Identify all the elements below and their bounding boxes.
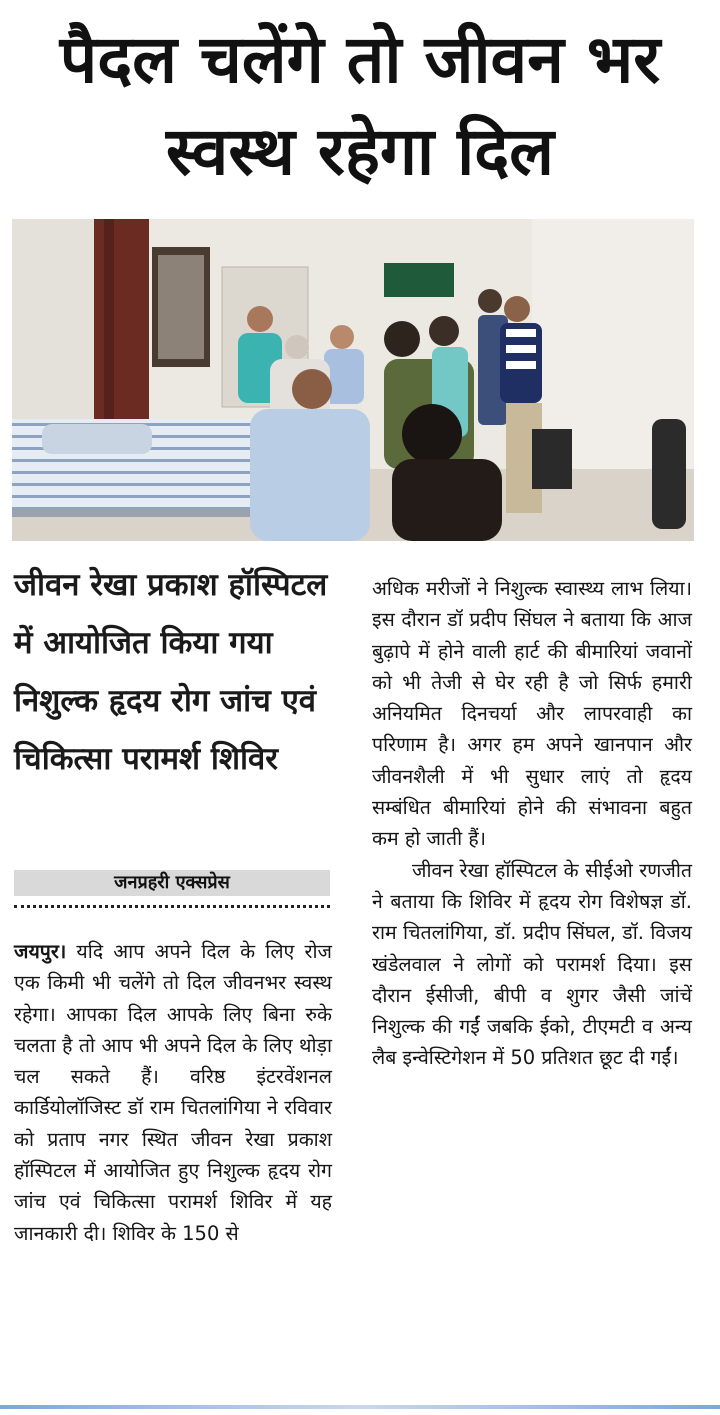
headline-line-2: स्वस्थ रहेगा दिल bbox=[165, 113, 555, 190]
dateline: जयपुर। bbox=[14, 940, 67, 963]
article-paragraph-2: अधिक मरीजों ने निशुल्क स्वास्थ्य लाभ लिया। इस दौरान डॉ प्रदीप सिंघल ने बताया कि आज बुढ़ापे में होने वाली हार्ट की बीमारियां जवानों को भी तेजी से घेर रही है जो सिर्फ हमारी अनियमित दिनचर्या और लापरवाही का परिणाम है। अगर हम अपने खानपान और जीवनशैली में भी सुधार लाएं तो हृदय सम्बंधित बीमारियां होने की संभावना बहुत कम हो जाती हैं। bbox=[372, 577, 692, 851]
headline-line-1: पैदल चलेंगे तो जीवन भर bbox=[59, 21, 661, 98]
headline bbox=[10, 14, 710, 198]
dotted-divider bbox=[14, 905, 330, 908]
byline: जनप्रहरी एक्सप्रेस bbox=[14, 870, 330, 896]
article-column-right bbox=[372, 573, 692, 1074]
footer-rule bbox=[0, 1405, 720, 1409]
article-paragraph-3: जीवन रेखा हॉस्पिटल के सीईओ रणजीत ने बताया कि शिविर में हृदय रोग विशेषज्ञ डॉ. राम चितलांगिया, डॉ. प्रदीप सिंघल, डॉ. विजय खंडेलवाल ने लोगों को परामर्श दिया। इस दौरान ईसीजी, बीपी व शुगर जैसी जांचें निशुल्क की गईं जबकि ईको, टीएमटी व अन्य लैब इन्वेस्टिगेशन में 50 प्रतिशत छूट दी गईं। bbox=[372, 858, 692, 1070]
article-text-left: यदि आप अपने दिल के लिए रोज एक किमी भी चलेंगे तो दिल जीवनभर स्वस्थ रहेगा। आपका दिल आपके लिए बिना रुके चलता है तो आप भी अपने दिल के लिए थोड़ा चल सकते हैं। वरिष्ठ इंटरवेंशनल कार्डियोलॉजिस्ट डॉ राम चितलांगिया ने रविवार को प्रताप नगर स्थित जीवन रेखा प्रकाश हॉस्पिटल में आयोजित हुए निशुल्क हृदय रोग जांच एवं चिकित्सा परामर्श शिविर में यह जानकारी दी। शिविर के 150 से bbox=[14, 940, 332, 1245]
hospital-camp-photo-icon bbox=[12, 219, 694, 541]
article-photo bbox=[12, 219, 694, 541]
article-paragraph-1 bbox=[14, 936, 332, 1249]
article-column-left bbox=[14, 936, 332, 1249]
subheadline: जीवन रेखा प्रकाश हॉस्पिटल में आयोजित किया गया निशुल्क हृदय रोग जांच एवं चिकित्सा परामर्श शिविर bbox=[14, 567, 328, 777]
